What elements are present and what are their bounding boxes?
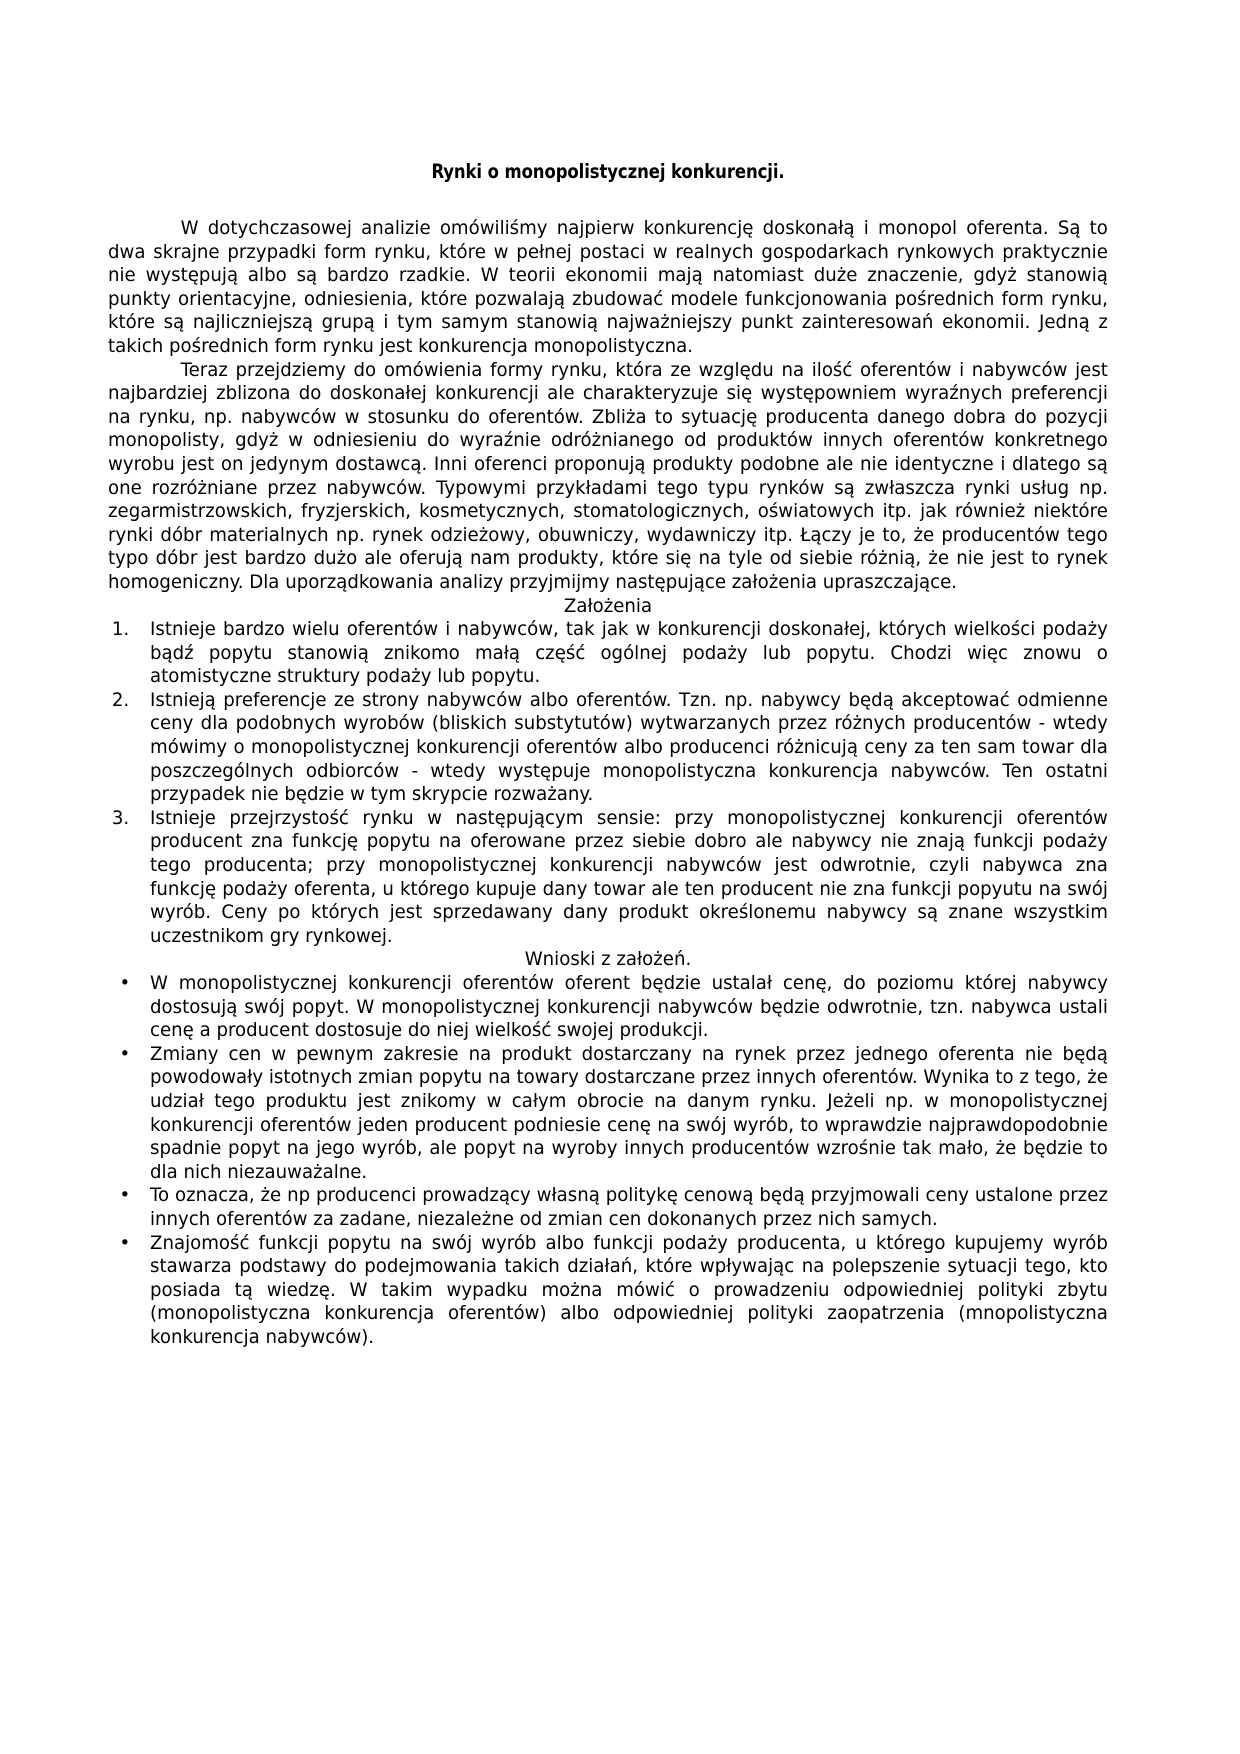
list-item [108, 689, 1108, 807]
list-marker: 2. [111, 688, 130, 711]
list-item [108, 1043, 1108, 1185]
list-item-text: To oznacza, że np producenci prowadzący własną politykę cenową będą przyjmowali ceny ustalone przez innych oferentów za zadane, niezależne od zmian cen dokonanych przez nich samych. [150, 1184, 1108, 1230]
list-item-text: Istnieją preferencje ze strony nabywców albo oferentów. Tzn. np. nabywcy będą akceptować odmienne ceny dla podobnych wyrobów (bliskich substytutów) wytwarzanych przez różnych producentów - wtedy mówimy o monopolistycznej konkurencji oferentów albo producenci różnicują ceny za ten sam towar dla poszczególnych odbiorców - wtedy występuje monopolistyczna konkurencja nabywców. Ten ostatni przypadek nie będzie w tym skrypcie rozważany. [150, 688, 1108, 806]
heading-zalozenia: Założenia [563, 594, 653, 617]
list-item [108, 1232, 1108, 1350]
list-item [108, 807, 1108, 949]
list-marker: 3. [111, 806, 130, 829]
conclusions-list [108, 972, 1108, 1350]
list-item-text: Znajomość funkcji popytu na swój wyrób albo funkcji podaży producenta, u którego kupujemy wyrób stawarza podstawy do podejmowania takich działań, które wpływając na polepszenie sytuacji tego, kto posiada tą wiedzę. W takim wypadku można mówić o prowadzeniu odpowiedniej polityki zbytu (monopolistyczna konkurencja oferentów) albo odpowiedniej polityki zaopatrzenia (mnopolistyczna konkurencja nabywców). [150, 1231, 1108, 1348]
list-item-text: Zmiany cen w pewnym zakresie na produkt dostarczany na rynek przez jednego oferenta nie będą powodowały istotnych zmian popytu na towary dostarczane przez innych oferentów. Wynika to z tego, że udział tego produktu jest znikomy w całym obrocie na danym rynku. Jeżeli np. w monopolistycznej konkurencji oferentów jeden producent podniesie cenę na swój wyrób, to wprawdzie najprawdopodobnie spadnie popyt na jego wyrób, ale popyt na wyroby innych producentów wzrośnie tak mało, że będzie to dla nich niezauważalne. [150, 1042, 1108, 1183]
bullet-icon: • [119, 1042, 131, 1065]
bullet-icon: • [119, 972, 131, 994]
document-body [108, 160, 1108, 1350]
bullet-icon: • [119, 1231, 131, 1254]
list-item-text: Istnieje przejrzystość rynku w następującym sensie: przy monopolistycznej konkurencji oferentów producent zna funkcję popytu na oferowane przez siebie dobro ale nabywcy nie znają funkcji podaży tego producenta; przy monopolistycznej konkurencji nabywców jest odwrotnie, czyli nabywca zna funkcję podaży oferenta, u którego kupuje dany towar ale ten producent nie zna funkcji popyutu na swój wyrób. Ceny po których jest sprzedawany dany produkt określonemu nabywcy są znane wszystkim uczestnikom gry rynkowej. [150, 806, 1108, 947]
list-item-text: W monopolistycznej konkurencji oferentów oferent będzie ustalał cenę, do poziomu której nabywcy dostosują swój popyt. W monopolistycznej konkurencji nabywców będzie odwrotnie, tzn. nabywca ustali cenę a producent dostosuje do niej wielkość swojej produkcji. [150, 972, 1108, 1042]
paragraph-intro: W dotychczasowej analizie omówiliśmy najpierw konkurencję doskonałą i monopol oferenta. Są to dwa skrajne przypadki form rynku, które w pełnej postaci w realnych gospodarkach rynkowych praktycznie nie występują albo są bardzo rzadkie. W teorii ekonomii mają natomiast duże znaczenie, gdyż stanowią punkty orientacyjne, odniesienia, które pozwalają zbudować modele funkcjonowania pośrednich form rynku, które są najliczniejszą grupą i tym samym stanowią najważniejszy punkt zainteresowań ekonomii. Jedną z takich pośrednich form rynku jest konkurencja monopolistyczna. [108, 217, 1108, 357]
page-title: Rynki o monopolistycznej konkurencji. [431, 160, 785, 183]
bullet-icon: • [119, 1184, 131, 1207]
heading-wnioski: Wnioski z założeń. [524, 948, 692, 971]
paragraph-market-form: Teraz przejdziemy do omówienia formy rynku, która ze względu na ilość oferentów i nabywców jest najbardziej zblizona do doskonałej konkurencji ale charakteryzuje się występowniem wyraźnych preferencji na rynku, np. nabywców w stosunku do oferentów. Zbliża to sytuację producenta danego dobra do pozycji monopolisty, gdyż w odniesieniu do wyraźnie odróżnianego od produktów innych oferentów konkretnego wyrobu jest on jedynym dostawcą. Inni oferenci proponują produkty podobne ale nie identyczne i dlatego są one rozróżniane przez nabywców. Typowymi przykładami tego typu rynków są zwłaszcza rynki usług np. zegarmistrzowskich, fryzjerskich, kosmetycznych, stomatologicznych, oświatowych itp. jak również niektóre rynki dóbr materialnych np. rynek odzieżowy, obuwniczy, wydawniczy itp. Łączy je to, że producentów tego typo dóbr jest bardzo dużo ale oferują nam produkty, które się na tyle od siebie różnią, że nie jest to rynek homogeniczny. Dla uporządkowania analizy przyjmijmy następujące założenia upraszczające. [108, 358, 1108, 593]
list-marker: 1. [111, 618, 130, 641]
list-item [108, 618, 1108, 689]
assumptions-list [108, 618, 1108, 948]
list-item-text: Istnieje bardzo wielu oferentów i nabywców, tak jak w konkurencji doskonałej, których wielkości podaży bądź popytu stanowią znikomo małą część ogólnej podaży lub popytu. Chodzi więc znowu o atomistyczne struktury podaży lub popytu. [150, 618, 1108, 688]
list-item [108, 1184, 1108, 1231]
list-item [108, 972, 1108, 1043]
